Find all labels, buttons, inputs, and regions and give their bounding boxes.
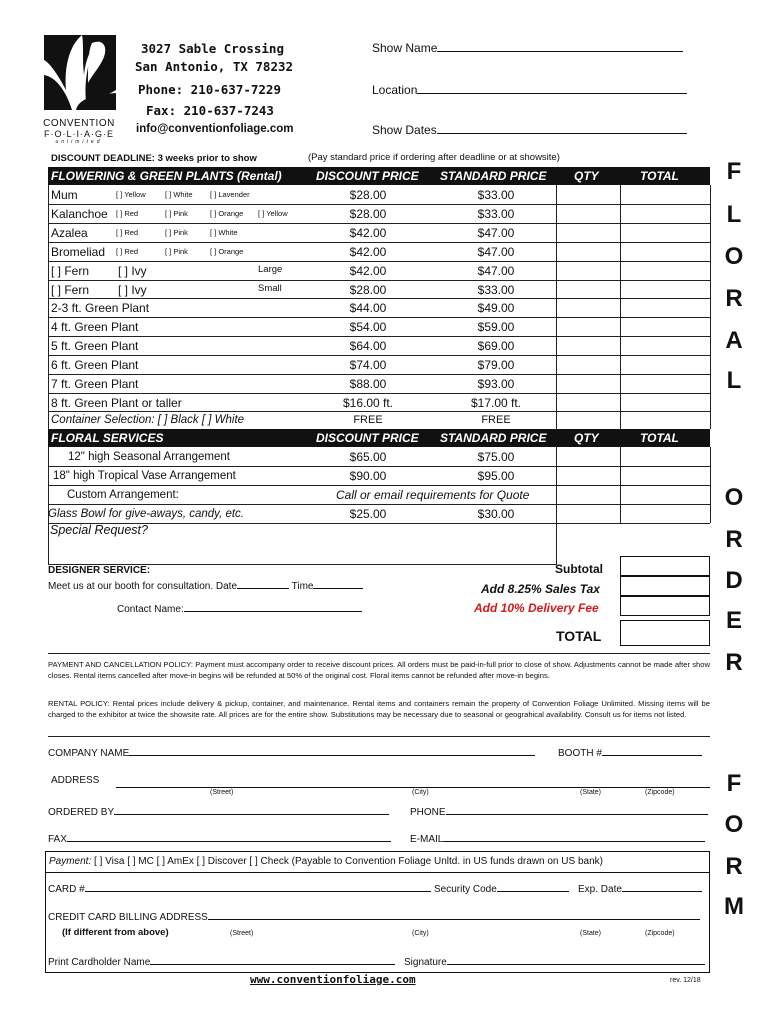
payment-label: Payment: bbox=[49, 856, 92, 867]
floral-col-qty: QTY bbox=[574, 431, 599, 445]
plant-table-row-line bbox=[48, 242, 710, 243]
side-form-letter: M bbox=[724, 893, 744, 920]
floral-grid-right bbox=[710, 447, 711, 523]
price-discount: $42.00 bbox=[349, 245, 387, 259]
ivy-large-option[interactable]: [ ] Ivy bbox=[118, 264, 147, 278]
floral-price-standard: $30.00 bbox=[477, 507, 515, 521]
payment-methods-divider bbox=[45, 872, 710, 873]
side-floral-letter: O bbox=[724, 243, 744, 270]
plant-row-8ft: 8 ft. Green Plant or taller bbox=[51, 396, 182, 410]
fax-field[interactable] bbox=[48, 834, 391, 845]
side-order-letter: D bbox=[725, 567, 743, 594]
bromeliad-option-orange[interactable]: [ ] Orange bbox=[210, 247, 244, 256]
floral-header: FLORAL SERVICES bbox=[51, 431, 164, 445]
plant-table-row-line bbox=[48, 298, 710, 299]
mum-option-yellow[interactable]: [ ] Yellow bbox=[116, 190, 146, 199]
revision-label: rev. 12/18 bbox=[670, 977, 701, 984]
floral-line bbox=[48, 504, 710, 505]
price-standard: $49.00 bbox=[477, 301, 515, 315]
booth-field[interactable] bbox=[558, 748, 702, 759]
floral-price-discount: $90.00 bbox=[349, 469, 387, 483]
plant-table-row-line bbox=[48, 204, 710, 205]
price-discount: $16.00 ft. bbox=[342, 396, 394, 410]
col-qty-header: QTY bbox=[574, 169, 599, 183]
bromeliad-option-pink[interactable]: [ ] Pink bbox=[165, 247, 188, 256]
mum-option-lavender[interactable]: [ ] Lavender bbox=[210, 190, 250, 199]
floral-row-glass-bowl: Glass Bowl for give-aways, candy, etc. bbox=[48, 508, 244, 520]
subtotal-box[interactable] bbox=[620, 556, 710, 576]
plant-table-row-line bbox=[48, 374, 710, 375]
plant-table-row-line bbox=[48, 393, 710, 394]
address-label: ADDRESS bbox=[51, 775, 100, 786]
address-street-hint: (Street) bbox=[210, 789, 234, 796]
floral-price-discount: $65.00 bbox=[349, 450, 387, 464]
bromeliad-option-red[interactable]: [ ] Red bbox=[116, 247, 139, 256]
email-label: E-MAIL bbox=[410, 834, 444, 845]
plant-row-fern-large: [ ] Fern bbox=[51, 264, 90, 278]
subtotal-label: Subtotal bbox=[555, 562, 603, 576]
kalanchoe-option-red[interactable]: [ ] Red bbox=[116, 209, 139, 218]
plants-header: FLOWERING & GREEN PLANTS (Rental) bbox=[51, 169, 282, 183]
logo-text-line3: unlimited bbox=[55, 139, 103, 145]
price-standard: $33.00 bbox=[477, 188, 515, 202]
plants-grid-right bbox=[710, 185, 711, 429]
phone-field[interactable] bbox=[410, 807, 708, 818]
plant-table-row-line bbox=[48, 223, 710, 224]
total-box[interactable] bbox=[620, 620, 710, 646]
ordered-by-label: ORDERED BY bbox=[48, 807, 115, 818]
size-large-label: Large bbox=[258, 264, 283, 275]
kalanchoe-option-orange[interactable]: [ ] Orange bbox=[210, 209, 244, 218]
price-standard: $33.00 bbox=[477, 283, 515, 297]
signature-field[interactable] bbox=[404, 957, 705, 968]
price-discount: $42.00 bbox=[349, 226, 387, 240]
floral-row-seasonal: 12" high Seasonal Arrangement bbox=[68, 451, 230, 463]
price-standard: $47.00 bbox=[477, 245, 515, 259]
designer-contact-field[interactable] bbox=[117, 604, 362, 615]
custom-quote-note: Call or email requirements for Quote bbox=[336, 488, 530, 502]
company-name-field[interactable] bbox=[48, 748, 535, 759]
col-standard-header: STANDARD PRICE bbox=[440, 169, 547, 183]
price-standard: $93.00 bbox=[477, 377, 515, 391]
container-standard-free: FREE bbox=[481, 414, 511, 426]
show-name-field[interactable] bbox=[372, 41, 683, 55]
floral-row-custom: Custom Arrangement: bbox=[67, 489, 179, 501]
show-name-label: Show Name bbox=[372, 41, 438, 55]
container-selection[interactable]: Container Selection: [ ] Black [ ] White bbox=[51, 414, 245, 426]
side-floral-letter: F bbox=[726, 158, 742, 185]
deadline-note: (Pay standard price if ordering after deadline or at showsite) bbox=[308, 152, 560, 163]
price-discount: $28.00 bbox=[349, 188, 387, 202]
logo-text-line1: CONVENTION bbox=[43, 118, 115, 129]
location-label: Location bbox=[372, 83, 418, 97]
card-number-field[interactable] bbox=[48, 884, 431, 895]
company-phone: Phone: 210-637-7229 bbox=[138, 82, 281, 97]
billing-if-different: (If different from above) bbox=[62, 927, 169, 938]
price-standard: $69.00 bbox=[477, 339, 515, 353]
security-code-field[interactable] bbox=[434, 884, 569, 895]
price-standard: $59.00 bbox=[477, 320, 515, 334]
security-code-label: Security Code bbox=[434, 884, 497, 895]
plant-table-row-line bbox=[48, 355, 710, 356]
plant-row-4ft: 4 ft. Green Plant bbox=[51, 320, 139, 334]
designer-meet-label: Meet us at our booth for consultation. Date bbox=[48, 581, 237, 592]
address-line[interactable] bbox=[116, 787, 710, 788]
signature-label: Signature bbox=[404, 957, 447, 968]
discount-deadline: DISCOUNT DEADLINE: 3 weeks prior to show bbox=[51, 153, 257, 164]
container-discount-free: FREE bbox=[353, 414, 383, 426]
billing-address-field[interactable] bbox=[48, 912, 700, 923]
price-discount: $74.00 bbox=[349, 358, 387, 372]
plant-table-row-line bbox=[48, 317, 710, 318]
floral-line bbox=[48, 485, 710, 486]
billing-zip-hint: (Zipcode) bbox=[645, 930, 675, 937]
address-city-hint: (City) bbox=[412, 789, 429, 796]
website-link[interactable]: www.conventionfoliage.com bbox=[250, 973, 416, 986]
delivery-fee-box[interactable] bbox=[620, 596, 710, 616]
plant-row-azalea: Azalea bbox=[51, 226, 88, 240]
delivery-fee-label: Add 10% Delivery Fee bbox=[474, 601, 599, 615]
fax-label: FAX bbox=[48, 834, 67, 845]
plant-row-mum: Mum bbox=[51, 188, 78, 202]
side-order-letter: R bbox=[725, 649, 743, 676]
billing-state-hint: (State) bbox=[580, 930, 602, 937]
sales-tax-box[interactable] bbox=[620, 576, 710, 596]
floral-col-standard: STANDARD PRICE bbox=[440, 431, 547, 445]
company-email[interactable]: info@conventionfoliage.com bbox=[136, 123, 294, 135]
side-form-letter: O bbox=[724, 811, 744, 838]
side-form-letter: F bbox=[726, 770, 742, 797]
price-discount: $64.00 bbox=[349, 339, 387, 353]
special-request-right bbox=[556, 523, 557, 565]
price-standard: $79.00 bbox=[477, 358, 515, 372]
side-floral-letter: A bbox=[725, 327, 743, 354]
col-discount-header: DISCOUNT PRICE bbox=[316, 169, 419, 183]
price-standard: $47.00 bbox=[477, 264, 515, 278]
booth-label: BOOTH # bbox=[558, 748, 602, 759]
designer-service-title: DESIGNER SERVICE: bbox=[48, 565, 151, 576]
plant-row-5ft: 5 ft. Green Plant bbox=[51, 339, 139, 353]
plant-row-bromeliad: Bromeliad bbox=[51, 245, 106, 259]
payment-policy: PAYMENT AND CANCELLATION POLICY: Payment must accompany order to receive discount prices. All orders must be paid-in-full prior to close of show. Adjustments cannot be made after show closes. Rental items cancelled after move-in begins will be refunded at 50% of the original cost. Floral items cannot be refunded after move-in begins. bbox=[48, 660, 710, 680]
exp-date-field[interactable] bbox=[578, 884, 702, 895]
company-address1: 3027 Sable Crossing bbox=[141, 41, 284, 56]
plant-row-6ft: 6 ft. Green Plant bbox=[51, 358, 139, 372]
sales-tax-label: Add 8.25% Sales Tax bbox=[481, 582, 600, 596]
cardholder-label: Print Cardholder Name bbox=[48, 957, 151, 968]
price-standard: $47.00 bbox=[477, 226, 515, 240]
floral-price-discount: $25.00 bbox=[349, 507, 387, 521]
email-field[interactable] bbox=[410, 834, 705, 845]
price-standard: $17.00 ft. bbox=[470, 396, 522, 410]
designer-meet-field[interactable] bbox=[48, 581, 363, 592]
price-discount: $42.00 bbox=[349, 264, 387, 278]
mum-option-white[interactable]: [ ] White bbox=[165, 190, 193, 199]
exp-date-label: Exp. Date bbox=[578, 884, 622, 895]
policy-bottom-divider bbox=[48, 736, 710, 737]
leaf-logo-icon bbox=[42, 35, 116, 115]
cardholder-field[interactable] bbox=[48, 957, 395, 968]
plant-table-row-line bbox=[48, 411, 710, 412]
address-zip-hint: (Zipcode) bbox=[645, 789, 675, 796]
floral-col-total: TOTAL bbox=[640, 431, 679, 445]
plant-table-row-line bbox=[48, 261, 710, 262]
side-floral-letter: L bbox=[726, 367, 742, 394]
price-discount: $28.00 bbox=[349, 207, 387, 221]
location-field[interactable] bbox=[372, 83, 687, 97]
billing-street-hint: (Street) bbox=[230, 930, 254, 937]
price-discount: $88.00 bbox=[349, 377, 387, 391]
ordered-by-field[interactable] bbox=[48, 807, 389, 818]
billing-city-hint: (City) bbox=[412, 930, 429, 937]
logo-text-line2: F·O·L·I·A·G·E bbox=[44, 129, 114, 139]
side-floral-letter: R bbox=[725, 285, 743, 312]
price-standard: $33.00 bbox=[477, 207, 515, 221]
floral-grid-left bbox=[48, 447, 49, 565]
side-floral-letter: L bbox=[726, 201, 742, 228]
total-label: TOTAL bbox=[556, 628, 602, 644]
price-discount: $28.00 bbox=[349, 283, 387, 297]
phone-label: PHONE bbox=[410, 807, 446, 818]
azalea-option-pink[interactable]: [ ] Pink bbox=[165, 228, 188, 237]
plant-table-row-line bbox=[48, 336, 710, 337]
plant-row-2-3ft: 2-3 ft. Green Plant bbox=[51, 301, 150, 315]
side-order-letter: O bbox=[724, 484, 744, 511]
kalanchoe-option-yellow[interactable]: [ ] Yellow bbox=[258, 209, 288, 218]
floral-line bbox=[48, 466, 710, 467]
ivy-small-option[interactable]: [ ] Ivy bbox=[118, 283, 147, 297]
kalanchoe-option-pink[interactable]: [ ] Pink bbox=[165, 209, 188, 218]
company-address2: San Antonio, TX 78232 bbox=[135, 59, 294, 74]
address-state-hint: (State) bbox=[580, 789, 602, 796]
azalea-option-red[interactable]: [ ] Red bbox=[116, 228, 139, 237]
col-total-header: TOTAL bbox=[640, 169, 679, 183]
company-name-label: COMPANY NAME bbox=[48, 748, 130, 759]
plant-table-row-line bbox=[48, 280, 710, 281]
special-request[interactable]: Special Request? bbox=[50, 523, 148, 537]
floral-price-standard: $95.00 bbox=[477, 469, 515, 483]
side-form-letter: R bbox=[725, 853, 743, 880]
plant-row-7ft: 7 ft. Green Plant bbox=[51, 377, 139, 391]
payment-methods-row[interactable] bbox=[49, 856, 603, 867]
card-number-label: CARD # bbox=[48, 884, 85, 895]
floral-price-standard: $75.00 bbox=[477, 450, 515, 464]
rental-policy: RENTAL POLICY: Rental prices include delivery & pickup, container, and maintenance. Rental items and containers remain the property of Convention Foliage Unlimited. Missing items will be charged to the exhibitor at twice the showsite rate. All prices are for the entire show. Substitutions may be necessary due to seasonal or geograhical availability. Consult us for items not listed. bbox=[48, 699, 710, 719]
designer-time-label: Time bbox=[291, 581, 314, 592]
plant-row-kalanchoe: Kalanchoe bbox=[51, 207, 108, 221]
floral-row-tropical: 18" high Tropical Vase Arrangement bbox=[53, 470, 236, 482]
designer-contact-label: Contact Name: bbox=[117, 604, 184, 615]
billing-address-label: CREDIT CARD BILLING ADDRESS bbox=[48, 912, 208, 923]
side-order-letter: R bbox=[725, 526, 743, 553]
company-logo bbox=[42, 35, 116, 143]
side-order-letter: E bbox=[725, 607, 742, 634]
price-discount: $54.00 bbox=[349, 320, 387, 334]
size-small-label: Small bbox=[258, 283, 282, 294]
price-discount: $44.00 bbox=[349, 301, 387, 315]
show-dates-label: Show Dates bbox=[372, 123, 437, 137]
policy-divider bbox=[48, 653, 710, 654]
plant-row-fern-small: [ ] Fern bbox=[51, 283, 90, 297]
floral-col-discount: DISCOUNT PRICE bbox=[316, 431, 419, 445]
payment-methods[interactable]: [ ] Visa [ ] MC [ ] AmEx [ ] Discover [ ] Check (Payable to Convention Foliage Unltd. in US funds drawn on US bank) bbox=[94, 856, 603, 867]
show-dates-field[interactable] bbox=[372, 123, 687, 137]
azalea-option-white[interactable]: [ ] White bbox=[210, 228, 238, 237]
company-fax: Fax: 210-637-7243 bbox=[146, 103, 274, 118]
